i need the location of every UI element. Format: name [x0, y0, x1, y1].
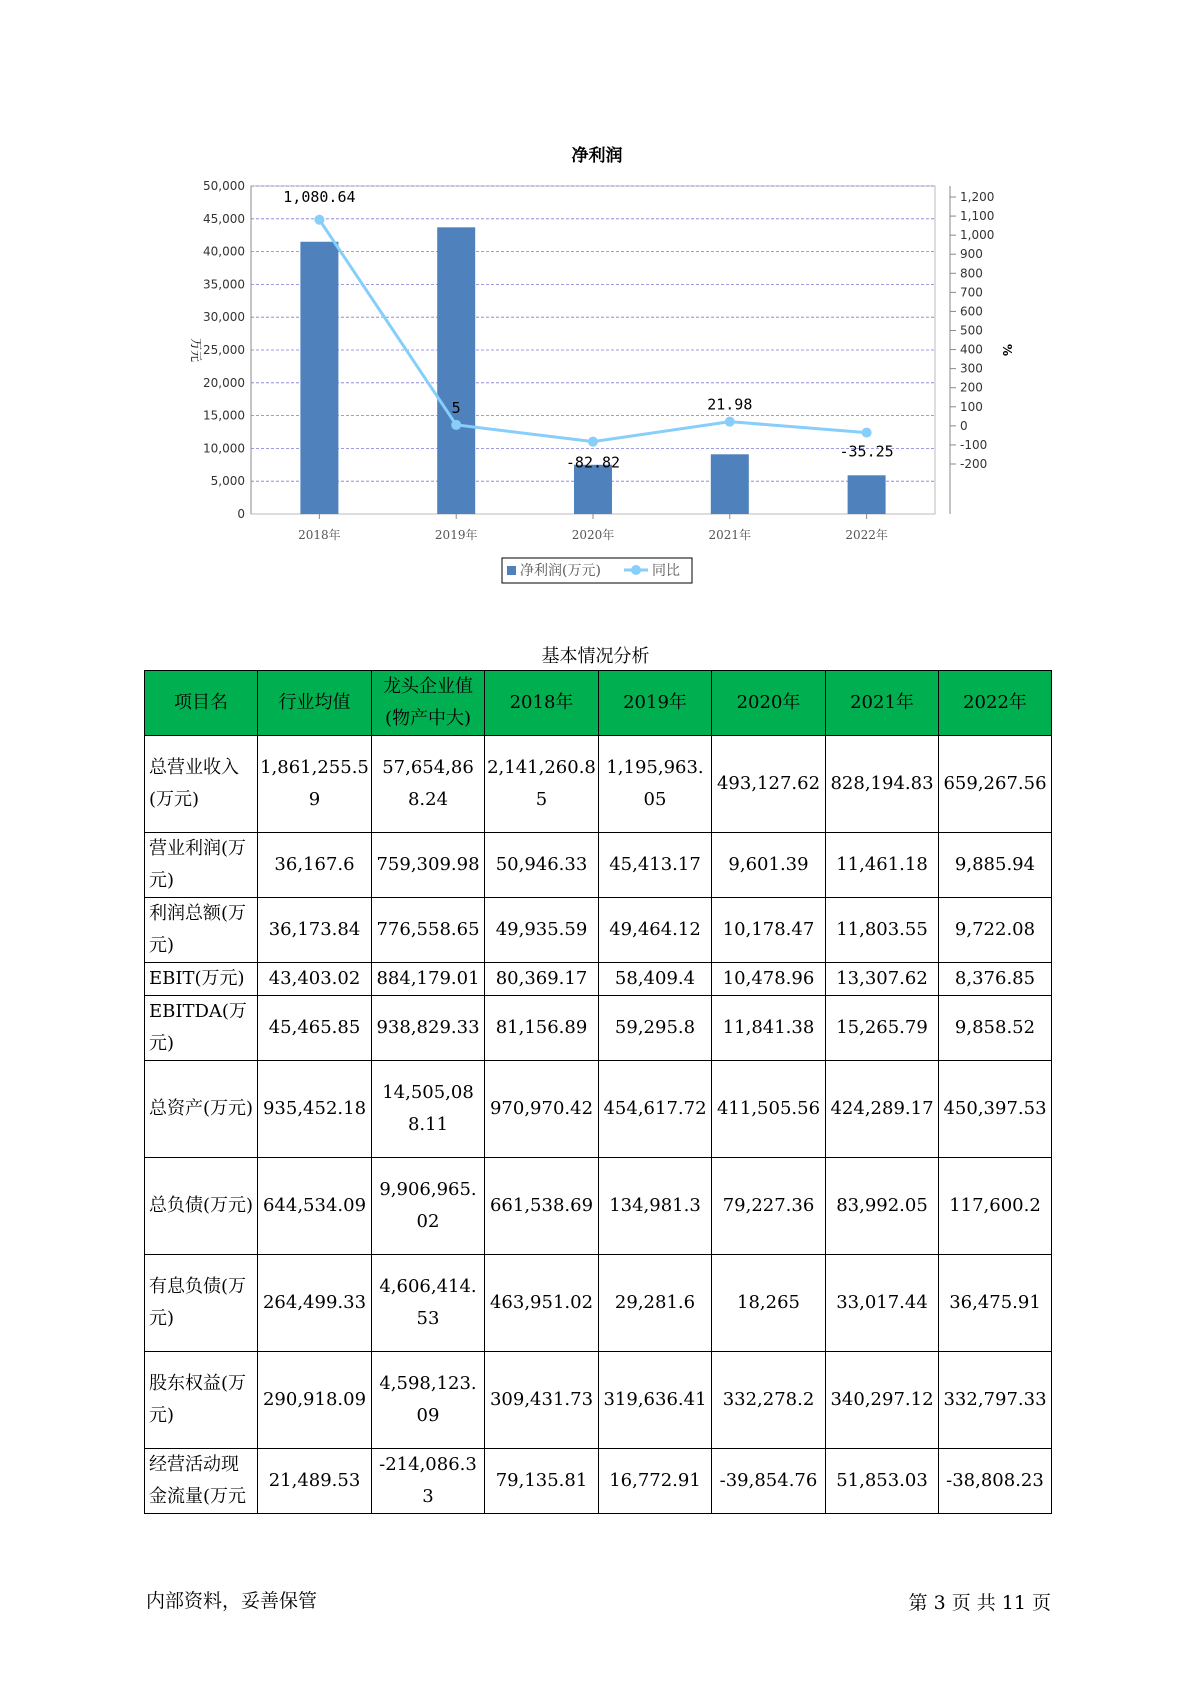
- value-cell: 16,772.91: [599, 1449, 712, 1514]
- basic-analysis-table: [144, 670, 1052, 1514]
- y-tick-label: 10,000: [203, 441, 245, 456]
- x-tick-label: 2021年: [708, 528, 752, 542]
- y-tick-label: 30,000: [203, 310, 245, 325]
- yoy-point: [588, 437, 598, 447]
- value-cell: 828,194.83: [826, 736, 939, 833]
- yoy-label: 21.98: [707, 395, 753, 414]
- value-cell: 4,606,414.53: [372, 1255, 485, 1352]
- table-row: [145, 963, 1052, 996]
- value-cell: 36,475.91: [939, 1255, 1052, 1352]
- value-cell: 1,861,255.59: [258, 736, 372, 833]
- y2-tick-label: 400: [960, 342, 983, 357]
- value-cell: 11,803.55: [826, 898, 939, 963]
- value-cell: 2,141,260.85: [485, 736, 599, 833]
- value-cell: 424,289.17: [826, 1061, 939, 1158]
- y2-tick-label: 1,200: [960, 190, 995, 204]
- bar-2018年: [300, 242, 338, 514]
- y-tick-label: 20,000: [203, 375, 245, 390]
- value-cell: 454,617.72: [599, 1061, 712, 1158]
- y2-tick-label: -100: [960, 437, 988, 452]
- value-cell: 884,179.01: [372, 963, 485, 996]
- value-cell: 4,598,123.09: [372, 1352, 485, 1449]
- bar-2022年: [848, 475, 886, 514]
- yoy-point: [725, 417, 735, 427]
- value-cell: 264,499.33: [258, 1255, 372, 1352]
- y-tick-label: 15,000: [203, 408, 245, 423]
- x-tick-label: 2019年: [434, 528, 478, 542]
- value-cell: 45,413.17: [599, 833, 712, 898]
- value-cell: 43,403.02: [258, 963, 372, 996]
- value-cell: 11,841.38: [712, 996, 826, 1061]
- table-row: [145, 1158, 1052, 1255]
- value-cell: 51,853.03: [826, 1449, 939, 1514]
- row-label-cell: 有息负债(万元): [145, 1255, 258, 1352]
- value-cell: 81,156.89: [485, 996, 599, 1061]
- value-cell: -214,086.33: [372, 1449, 485, 1514]
- yoy-line: [319, 220, 866, 442]
- chart-legend: [502, 558, 692, 583]
- y-tick-label: 45,000: [203, 211, 245, 226]
- legend-line-label: 同比: [652, 563, 680, 579]
- y2-axis-label: %: [1000, 343, 1014, 357]
- value-cell: 11,461.18: [826, 833, 939, 898]
- value-cell: 14,505,088.11: [372, 1061, 485, 1158]
- value-cell: 970,970.42: [485, 1061, 599, 1158]
- table-row: [145, 1449, 1052, 1514]
- y-tick-label: 5,000: [210, 474, 245, 489]
- row-label-cell: 股东权益(万元): [145, 1352, 258, 1449]
- value-cell: 463,951.02: [485, 1255, 599, 1352]
- value-cell: 10,178.47: [712, 898, 826, 963]
- value-cell: 59,295.8: [599, 996, 712, 1061]
- value-cell: 340,297.12: [826, 1352, 939, 1449]
- y2-tick-label: 200: [960, 380, 983, 395]
- y2-tick-label: 700: [960, 285, 983, 300]
- value-cell: 450,397.53: [939, 1061, 1052, 1158]
- y-tick-label: 40,000: [203, 244, 245, 259]
- value-cell: 9,906,965.02: [372, 1158, 485, 1255]
- legend-line-marker: [631, 565, 641, 575]
- value-cell: 15,265.79: [826, 996, 939, 1061]
- y-tick-label: 50,000: [203, 179, 245, 193]
- value-cell: 659,267.56: [939, 736, 1052, 833]
- value-cell: 493,127.62: [712, 736, 826, 833]
- yoy-point: [314, 215, 324, 225]
- x-tick-label: 2020年: [571, 528, 615, 542]
- value-cell: 8,376.85: [939, 963, 1052, 996]
- value-cell: 319,636.41: [599, 1352, 712, 1449]
- value-cell: 134,981.3: [599, 1158, 712, 1255]
- table-row: [145, 898, 1052, 963]
- row-label-cell: 经营活动现金流量(万元: [145, 1449, 258, 1514]
- y2-tick-label: 800: [960, 266, 983, 281]
- value-cell: 935,452.18: [258, 1061, 372, 1158]
- value-cell: 21,489.53: [258, 1449, 372, 1514]
- x-tick-label: 2022年: [845, 528, 888, 542]
- value-cell: 644,534.09: [258, 1158, 372, 1255]
- value-cell: 45,465.85: [258, 996, 372, 1061]
- value-cell: 117,600.2: [939, 1158, 1052, 1255]
- header-cell: 龙头企业值(物产中大): [372, 671, 485, 736]
- y-tick-label: 25,000: [203, 343, 245, 357]
- yoy-label: 5: [451, 398, 461, 417]
- y2-tick-label: 100: [960, 399, 983, 414]
- value-cell: 49,935.59: [485, 898, 599, 963]
- net-profit-chart: [0, 0, 1191, 600]
- value-cell: 58,409.4: [599, 963, 712, 996]
- bar-2020年: [574, 465, 612, 514]
- value-cell: 332,797.33: [939, 1352, 1052, 1449]
- value-cell: 80,369.17: [485, 963, 599, 996]
- value-cell: -39,854.76: [712, 1449, 826, 1514]
- y2-tick-label: 300: [960, 361, 983, 376]
- footer-confidential: 内部资料，妥善保管: [146, 1590, 318, 1612]
- yoy-label: -35.25: [839, 442, 894, 461]
- y-axis-label: 万元: [189, 337, 203, 363]
- y2-tick-label: 1,100: [960, 209, 995, 224]
- row-label-cell: 利润总额(万元): [145, 898, 258, 963]
- value-cell: 79,227.36: [712, 1158, 826, 1255]
- value-cell: 57,654,868.24: [372, 736, 485, 833]
- y2-tick-label: 0: [960, 418, 968, 433]
- value-cell: 33,017.44: [826, 1255, 939, 1352]
- header-cell: 2022年: [939, 671, 1052, 736]
- row-label-cell: 营业利润(万元): [145, 833, 258, 898]
- row-label-cell: 总营业收入(万元): [145, 736, 258, 833]
- legend-bar-swatch: [507, 566, 516, 575]
- yoy-label: 1,080.64: [283, 187, 356, 206]
- row-label-cell: EBIT(万元): [145, 963, 258, 996]
- value-cell: 1,195,963.05: [599, 736, 712, 833]
- header-cell: 2021年: [826, 671, 939, 736]
- value-cell: 10,478.96: [712, 963, 826, 996]
- y-tick-label: 35,000: [203, 277, 245, 292]
- value-cell: 50,946.33: [485, 833, 599, 898]
- value-cell: 79,135.81: [485, 1449, 599, 1514]
- footer-page-number: 第 3 页 共 11 页: [908, 1592, 1051, 1614]
- table-row: [145, 736, 1052, 833]
- x-tick-label: 2018年: [298, 528, 341, 542]
- row-label-cell: EBITDA(万元): [145, 996, 258, 1061]
- yoy-point: [862, 428, 872, 438]
- table-row: [145, 996, 1052, 1061]
- bar-2021年: [711, 454, 749, 514]
- header-cell: 2020年: [712, 671, 826, 736]
- value-cell: 759,309.98: [372, 833, 485, 898]
- value-cell: 411,505.56: [712, 1061, 826, 1158]
- value-cell: -38,808.23: [939, 1449, 1052, 1514]
- table-row: [145, 1255, 1052, 1352]
- value-cell: 776,558.65: [372, 898, 485, 963]
- value-cell: 36,173.84: [258, 898, 372, 963]
- y2-tick-label: 900: [960, 247, 983, 262]
- value-cell: 9,722.08: [939, 898, 1052, 963]
- table-row: [145, 1352, 1052, 1449]
- header-cell: 行业均值: [258, 671, 372, 736]
- y-tick-label: 0: [237, 507, 245, 521]
- value-cell: 938,829.33: [372, 996, 485, 1061]
- row-label-cell: 总资产(万元): [145, 1061, 258, 1158]
- chart-title: 净利润: [571, 146, 623, 166]
- legend-bar-label: 净利润(万元): [520, 563, 601, 579]
- table-row: [145, 833, 1052, 898]
- value-cell: 290,918.09: [258, 1352, 372, 1449]
- y2-tick-label: -200: [960, 457, 988, 471]
- value-cell: 83,992.05: [826, 1158, 939, 1255]
- header-cell: 项目名: [145, 671, 258, 736]
- value-cell: 49,464.12: [599, 898, 712, 963]
- header-cell: 2019年: [599, 671, 712, 736]
- header-cell: 2018年: [485, 671, 599, 736]
- value-cell: 13,307.62: [826, 963, 939, 996]
- bar-2019年: [437, 227, 475, 514]
- value-cell: 309,431.73: [485, 1352, 599, 1449]
- value-cell: 332,278.2: [712, 1352, 826, 1449]
- value-cell: 9,885.94: [939, 833, 1052, 898]
- value-cell: 36,167.6: [258, 833, 372, 898]
- yoy-label: -82.82: [565, 453, 621, 472]
- table-row: [145, 1061, 1052, 1158]
- value-cell: 9,858.52: [939, 996, 1052, 1061]
- y2-tick-label: 1,000: [960, 228, 995, 243]
- value-cell: 18,265: [712, 1255, 826, 1352]
- table-title: 基本情况分析: [541, 646, 650, 667]
- value-cell: 661,538.69: [485, 1158, 599, 1255]
- y2-tick-label: 600: [960, 304, 983, 319]
- yoy-point: [451, 420, 461, 430]
- row-label-cell: 总负债(万元): [145, 1158, 258, 1255]
- y2-tick-label: 500: [960, 323, 983, 338]
- value-cell: 9,601.39: [712, 833, 826, 898]
- value-cell: 29,281.6: [599, 1255, 712, 1352]
